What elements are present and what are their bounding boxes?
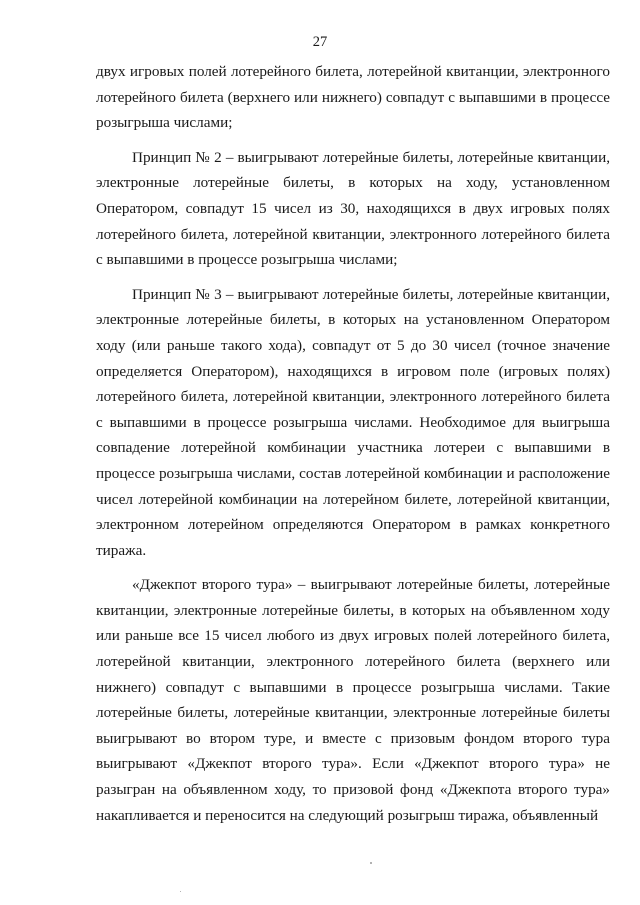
scan-speck: [180, 891, 181, 892]
document-body: [96, 59, 610, 828]
paragraph-jackpot-second-round: «Джекпот второго тура» – выигрывают лотерейные билеты, лотерейные квитанции, электронные лотерейные билеты, в которых на объявленном ходу или раньше все 15 чисел любого из двух игровых полей лотерейного билета, лотерейной квитанции, электронного лотерейного билета (верхнего или нижнего) совпадут с выпавшими в процессе розыгрыша числами. Такие лотерейные билеты, лотерейные квитанции, электронные лотерейные билеты выигрывают во втором туре, и вместе с призовым фондом второго тура выигрывают «Джекпот второго тура». Если «Джекпот второго тура» не разыгран на объявленном ходу, то призовой фонд «Джекпота второго тура» накапливается и переносится на следующий розыгрыш тиража, объявленный: [96, 576, 610, 824]
paragraph-continuation: двух игровых полей лотерейного билета, лотерейной квитанции, электронного лотерейного билета (верхнего или нижнего) совпадут с выпавшими в процессе розыгрыша числами;: [96, 63, 610, 132]
page-number: 27: [312, 34, 328, 50]
paragraph-principle-2: Принцип № 2 – выигрывают лотерейные билеты, лотерейные квитанции, электронные лотерейные билеты, в которых на ходу, установленном Оператором, совпадут 15 чисел из 30, находящихся в двух игровых полях лотерейного билета, лотерейной квитанции, электронного лотерейного билета с выпавшими в процессе розыгрыша числами;: [96, 148, 610, 269]
paragraph-principle-3: Принцип № 3 – выигрывают лотерейные билеты, лотерейные квитанции, электронные лотерейные билеты, в которых на установленном Оператором ходу (или раньше такого хода), совпадут от 5 до 30 чисел (точное значение определяется Оператором), находящихся в игровом поле (игровых полях) лотерейного билета, лотерейной квитанции, электронного лотерейного билета с выпавшими в процессе розыгрыша числами. Необходимое для выигрыша совпадение лотерейной комбинации участника лотереи с выпавшими в процессе розыгрыша числами, состав лотерейной комбинации и расположение чисел лотерейной комбинации на лотерейном билете, лотерейной квитанции, электронном лотерейном определяются Оператором в рамках конкретного тиража.: [96, 285, 610, 559]
scan-speck: [370, 862, 372, 864]
